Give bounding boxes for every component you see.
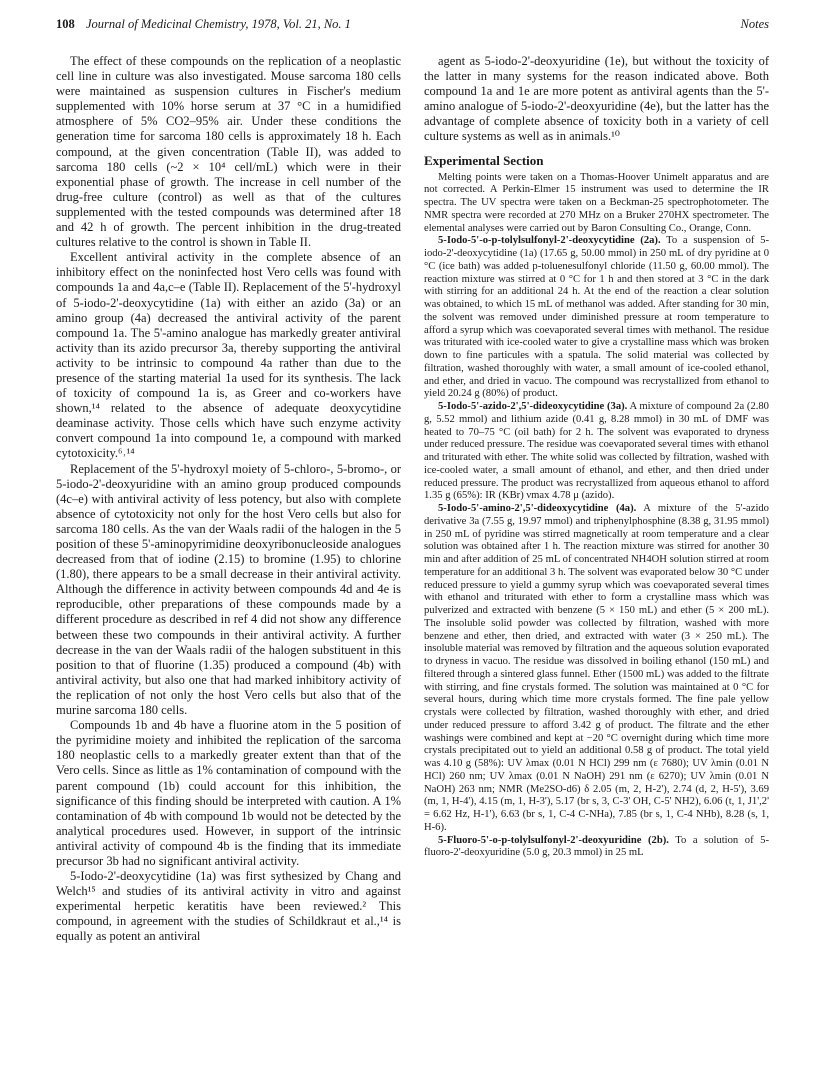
section-heading: Experimental Section <box>424 152 544 168</box>
paragraph: 5-Iodo-2'-deoxycytidine (1a) was first sythesized by Chang and Welch¹⁵ and studies of its antiviral activity in vitro and against experimental herpetic keratitis have been reviewed.² This compound, in agreement with the studies of Schildkraut et al.,¹⁴ is equally as potent an antiviral <box>56 869 401 944</box>
paragraph: The effect of these compounds on the replication of a neoplastic cell line in culture was also investigated. Mouse sarcoma 180 cells were maintained as suspension cultures in Fischer's medium supplemented with 10% horse serum at 37 °C in a humidified atmosphere of 5% CO2–95% air. Under these conditions the generation time for sarcoma 180 cells is approximately 18 h. Each compound, at the given concentration (Table II), was added to sarcoma 180 cells (~2 × 10⁴ cell/mL) which were in their exponential phase of growth. The increase in cell number of the drug-free culture (control) as well as that of the cultures supplemented with the tested compounds was determined after 18 and 42 h of growth. The percent inhibition in the drug-treated cultures relative to the control is shown in Table II. <box>56 54 401 250</box>
procedure-text: To a suspension of 5-iodo-2'-deoxycytidine (1a) (17.65 g, 50.00 mmol) in 250 mL of dry pyridine at 0 °C (ice bath) was added p-toluenesulfonyl chloride (11.50 g, 60.00 mmol). The reaction mixture was stirred at 0 °C for 1 h and then stored at 3 °C in the dark with stirring for an additional 24 h. At the end of the reaction a clear solution was obtained, to which 15 mL of methanol was added. After standing for 30 min, the solvent was removed under diminished pressure at room temperature to afford a syrup which was coevaporated several times with methanol. The residue was triturated with ice-cooled water to give a crystalline mass which was broken down to fine particules with a spatula. The solid material was collected by filtration, washed thoroughly with water, a small amount of ice-cooled ethanol, and ether, and dried in vacuo. The compound was recrystallized from ethanol to yield 20.24 g (80%) of product. <box>424 235 769 400</box>
left-column <box>56 54 401 945</box>
procedure-paragraph <box>424 401 769 503</box>
compound-heading: 5-Iodo-5'-o-p-tolylsulfonyl-2'-deoxycytidine (2a). <box>438 235 661 247</box>
paragraph: Melting points were taken on a Thomas-Hoover Unimelt apparatus and are not corrected. A Perkin-Elmer 15 instrument was used to determine the IR spectra. The UV spectra were taken on a Beckman-25 spectrophotometer. The NMR spectra were recorded at 270 MHz on a Bruker 270HX spectrometer. The elemental analyses were carried out by Baron Consulting Co., Orange, Conn. <box>424 171 769 234</box>
procedure-paragraph <box>424 235 769 401</box>
right-column <box>424 54 769 860</box>
paragraph: Excellent antiviral activity in the complete absence of an inhibitory effect on the noninfected host Vero cells was found with compounds 1a and 4a,c–e (Table II). Replacement of the 5'-hydroxyl of 5-iodo-2'-deoxycytidine (1a) with either an azido (3a) or an amino group (4a) decreased the antiviral activity of the parent compound 1a. The 5'-amino analogue has markedly greater antiviral activity than its azido precursor 3a, thereby supporting the antiviral activity to be intrinsic to compound 4a rather than due to the presence of the starting material 1a used for its synthesis. The lack of toxicity of compound 1a is, as Greer and co-workers have shown,¹⁴ related to the absence of adequate deoxycytidine deaminase activity. Those cells which have such enzyme activity convert compound 1a into compound 1e, a compound with marked cytotoxicity.⁶˒¹⁴ <box>56 250 401 461</box>
compound-heading: 5-Fluoro-5'-o-p-tolylsulfonyl-2'-deoxyuridine (2b). <box>438 834 669 846</box>
procedure-paragraph <box>424 835 769 861</box>
journal-citation: Journal of Medicinal Chemistry, 1978, Vol. 21, No. 1 <box>86 17 351 31</box>
procedure-text: A mixture of compound 2a (2.80 g, 5.52 mmol) and lithium azide (0.41 g, 8.28 mmol) in 30 mL of DMF was heated to 70–75 °C (oil bath) for 2 h. The solvent was evaporated to dryness under reduced pressure. The residue was coevaporated several times with ethanol and triturated with ether. The white solid was collected by filtration, washed with ice-cooled water, a small amount of ethanol, and ether, and then dried under reduced pressure. The product was recrystallized from aqueous ethanol to afford 1.35 g (65%): IR (KBr) νmax 4.78 μ (azido). <box>424 401 769 502</box>
procedure-text: To a solution of 5-fluoro-2'-deoxyuridine (5.0 g, 20.3 mmol) in 25 mL <box>424 834 769 859</box>
page-number: 108 <box>56 17 75 31</box>
procedure-paragraph <box>424 503 769 835</box>
paragraph: agent as 5-iodo-2'-deoxyuridine (1e), but without the toxicity of the latter in many systems for the reason indicated above. Both compound 1a and 1e are more potent as antiviral agents than the 5'-amino analogue of 5-iodo-2'-deoxyuridine (4e), but the latter has the advantage of complete absence of toxicity both in a variety of cell culture systems as well as in animals.¹⁰ <box>424 54 769 144</box>
section-label: Notes <box>740 17 769 31</box>
procedure-text: A mixture of the 5'-azido derivative 3a (7.55 g, 19.97 mmol) and triphenylphosphine (8.38 g, 31.95 mmol) in 250 mL of pyridine was stirred magnetically at room temperature and a clear solution was obtained after 1 h. The reaction mixture was stirred for another 30 min and after addition of 25 mL of concentrated NH4OH solution stirred at room temperature for an additional 3 h. The solvent was evaporated below 30 °C under reduced pressure to yield a gummy syrup which was coevaporated several times with ethanol and triturated with ether to form a crystalline mass which was pulverized and extracted with benzene (5 × 150 mL) and ether (5 × 200 mL). The insoluble solid powder was collected by filtration, washed with more benzene and ether, then dried, and extracted with water (3 × 250 mL). The insoluble material was removed by filtration and the aqueous solution evaporated to dryness in vacuo. The residue was dissolved in boiling ethanol (150 mL) and filtered through a sintered glass funnel. Ether (1500 mL) was added to the filtrate with stirring, and fine crystals formed. The solution was maintained at 0 °C for several hours, during which time more crystals formed. The fine pale yellow crystals were collected by filtration, washed thoroughly with ether, and dried under reduced pressure to afford 3.42 g of product. The filtrate and the ether washings were combined and kept at −20 °C overnight during which time more crystals precipitated out to yield an additional 0.58 g of product. The total yield was 4.10 g (58%): UV λmax (0.01 N HCl) 299 nm (ε 7680); UV λmin (0.01 N HCl) 260 nm; UV λmax (0.01 N NaOH) 291 nm (ε 6270); UV λmin (0.01 N NaOH) 263 nm; NMR (Me2SO-d6) δ 2.05 (m, 2, H-2'), 2.74 (d, 2, H-5'), 3.69 (m, 1, H-4'), 4.15 (m, 1, H-3'), 5.17 (br s, 3, C-3' OH, C-5' NH2), 6.06 (t, 1, J1',2' = 6.62 Hz, H-1'), 6.63 (br s, 1, C-4 C-NHa), 7.85 (br s, 1, C-4 NHb), 8.28 (s, 1, H-6). <box>424 503 769 833</box>
compound-heading: 5-Iodo-5'-amino-2',5'-dideoxycytidine (4a). <box>438 503 637 515</box>
compound-heading: 5-Iodo-5'-azido-2',5'-dideoxycytidine (3a). <box>438 401 628 413</box>
running-header <box>56 17 769 37</box>
paragraph: Compounds 1b and 4b have a fluorine atom in the 5 position of the pyrimidine moiety and inhibited the replication of the sarcoma 180 neoplastic cells to a markedly greater extent than that of the Vero cells. Since as little as 1% contamination of compound with the parent compound (1b) could account for this inhibition, the significance of this finding should be interpreted with caution. A 1% contamination of 4b with compound 1b would not be detected by the analytical procedures used. However, in support of the intrinsic antiviral activity of compound 4b is the finding that its immediate precursor 3b had no significant antiviral activity. <box>56 718 401 868</box>
paragraph: Replacement of the 5'-hydroxyl moiety of 5-chloro-, 5-bromo-, or 5-iodo-2'-deoxyuridine with an amino group produced compounds (4c–e) with antiviral activity of less potency, but also with complete absence of cytotoxicity not only for the host Vero cells but also for sarcoma 180 cells. As the van der Waals radii of the halogen in the 5 position of these 5'-aminopyrimidine deoxyribonucleoside analogues decreased from that of iodine (2.15) to bromine (1.95) to chlorine (1.80), there appears to be a small decrease in their antiviral activity. Although the difference in activity between compounds 4d and 4e is reproducible, other preparations of these compounds made by a different procedure as described in ref 4 did not show any difference between these two compounds in their antiviral activity. A further decrease in the van der Waals radii of the halogen substituent in this position to that of fluorine (1.35) produced a compound (4b) with antiviral activity, but also one that had marked inhibitory activity of the replication of not only the host Vero cells but also that of the murine sarcoma 180 cells. <box>56 461 401 718</box>
